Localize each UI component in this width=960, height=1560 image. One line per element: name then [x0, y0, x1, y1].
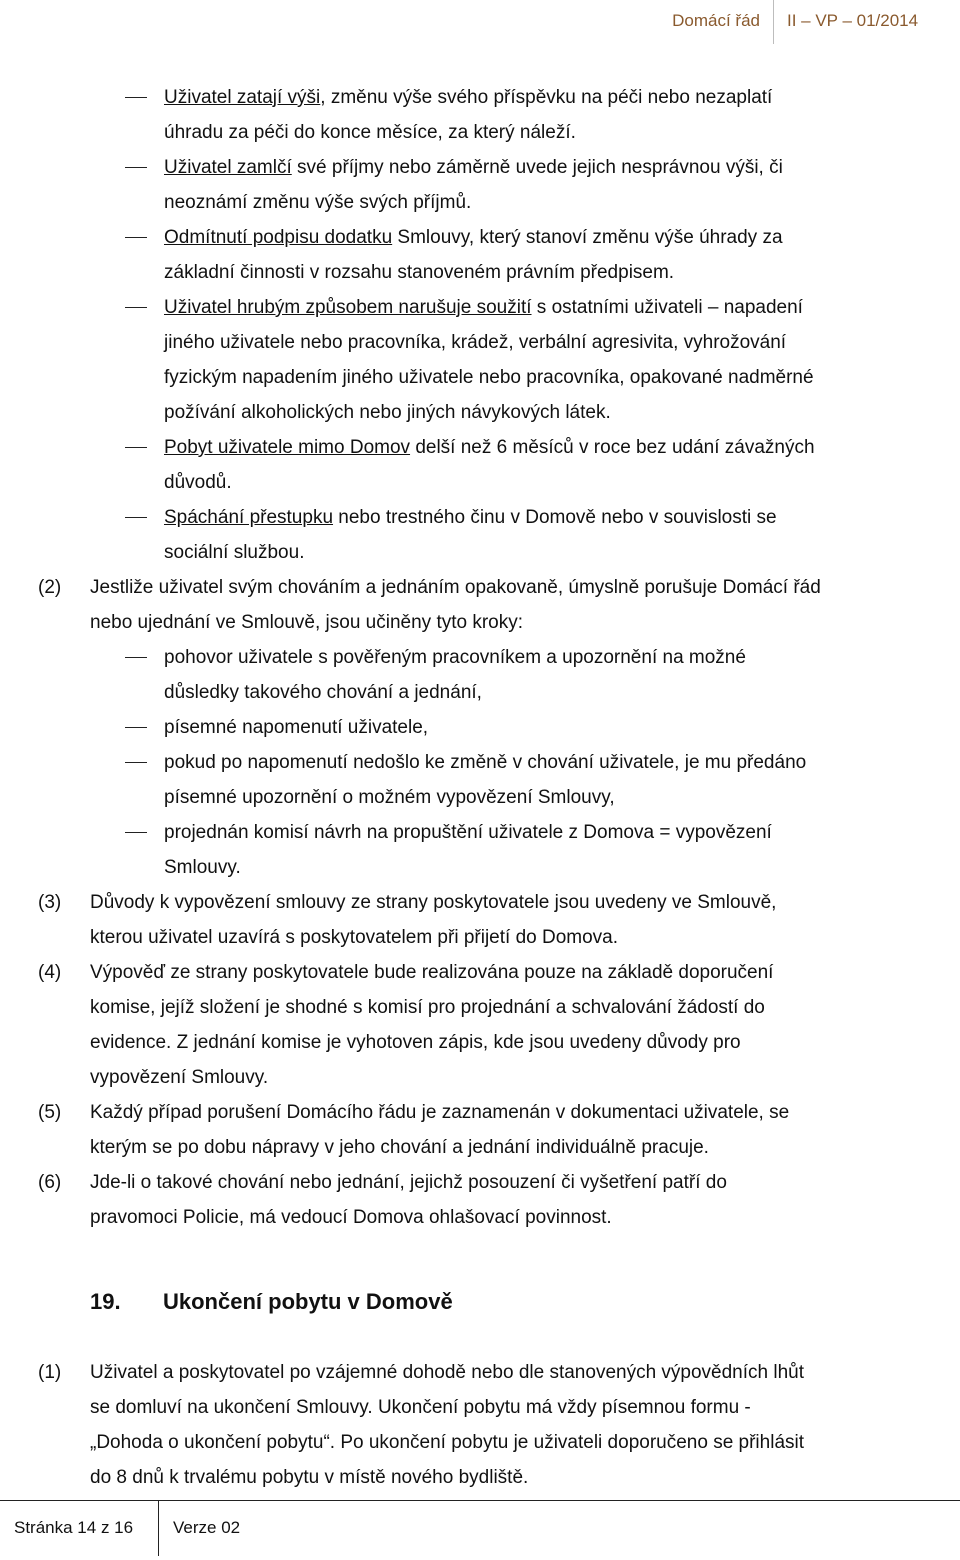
text-line: Pobyt uživatele mimo Domov delší než 6 měsíců v roce bez udání závažných — [164, 437, 815, 458]
text-line: Smlouvy. — [164, 857, 241, 878]
dash-bullet-icon — [125, 237, 147, 238]
list-item — [0, 710, 960, 745]
document-body — [0, 80, 960, 1495]
header-separator — [773, 0, 774, 44]
paragraph-number: (2) — [38, 577, 62, 598]
section-title: Ukončení pobytu v Domově — [163, 1289, 453, 1314]
page-footer — [0, 1500, 960, 1560]
dash-bullet-icon — [125, 832, 147, 833]
text-line: sociální službou. — [164, 542, 305, 563]
page-number: Stránka 14 z 16 — [14, 1518, 134, 1537]
text-line: písemné upozornění o možném vypovězení Smlouvy, — [164, 787, 615, 808]
list-item — [0, 500, 960, 570]
text-line: fyzickým napadením jiného uživatele nebo pracovníka, opakované nadměrné — [164, 367, 814, 388]
numbered-paragraph — [0, 570, 960, 640]
underlined-term: Odmítnutí podpisu dodatku — [164, 227, 393, 248]
text-line: úhradu za péči do konce měsíce, za který náleží. — [164, 122, 576, 143]
text-line: Uživatel hrubým způsobem narušuje soužití s ostatními uživateli – napadení — [164, 297, 803, 318]
text-line: projednán komisí návrh na propuštění uživatele z Domova = vypovězení — [164, 822, 772, 843]
underlined-term: Uživatel hrubým způsobem narušuje soužití — [164, 297, 532, 318]
dash-bullet-icon — [125, 167, 147, 168]
footer-rule — [0, 1500, 960, 1501]
list-item — [0, 80, 960, 150]
text-line: do 8 dnů k trvalému pobytu v místě nového bydliště. — [90, 1467, 529, 1488]
text-line: základní činnosti v rozsahu stanoveném právním předpisem. — [164, 262, 675, 283]
numbered-paragraph — [0, 955, 960, 1095]
numbered-paragraph — [0, 885, 960, 955]
text-line: Jestliže uživatel svým chováním a jednáním opakovaně, úmyslně porušuje Domácí řád — [90, 577, 821, 598]
text-line: Každý případ porušení Domácího řádu je zaznamenán v dokumentaci uživatele, se — [90, 1102, 790, 1123]
text-line: pohovor uživatele s pověřeným pracovníkem a upozornění na možné — [164, 647, 746, 668]
text-line: jiného uživatele nebo pracovníka, krádež, verbální agresivita, vyhrožování — [164, 332, 787, 353]
text-line: důsledky takového chování a jednání, — [164, 682, 482, 703]
text-line: vypovězení Smlouvy. — [90, 1067, 269, 1088]
list-item — [0, 290, 960, 430]
text-line: komise, jejíž složení je shodné s komisí pro projednání a schvalování žádostí do — [90, 997, 765, 1018]
text-line: pravomoci Policie, má vedoucí Domova ohlašovací povinnost. — [90, 1207, 612, 1228]
dash-bullet-icon — [125, 447, 147, 448]
dash-bullet-icon — [125, 517, 147, 518]
footer-separator — [158, 1500, 159, 1556]
paragraph-number: (1) — [38, 1362, 62, 1383]
numbered-paragraph — [0, 1095, 960, 1165]
list-item — [0, 745, 960, 815]
document-version: Verze 02 — [173, 1518, 241, 1537]
text-line: Výpověď ze strany poskytovatele bude realizována pouze na základě doporučení — [90, 962, 774, 983]
paragraph-number: (6) — [38, 1172, 62, 1193]
list-item — [0, 220, 960, 290]
dash-bullet-icon — [125, 97, 147, 98]
text-line: Uživatel a poskytovatel po vzájemné dohodě nebo dle stanovených výpovědních lhůt — [90, 1362, 805, 1383]
numbered-paragraph — [0, 1165, 960, 1235]
page-header — [0, 0, 960, 45]
text-line: kterým se po dobu nápravy v jeho chování a jednání individuálně pracuje. — [90, 1137, 709, 1158]
underlined-term: Spáchání přestupku — [164, 507, 334, 528]
text-line: písemné napomenutí uživatele, — [164, 717, 429, 738]
underlined-term: Uživatel zatají výši — [164, 87, 321, 108]
section-number: 19. — [90, 1289, 121, 1314]
text-line: se domluví na ukončení Smlouvy. Ukončení pobytu má vždy písemnou formu - — [90, 1397, 751, 1418]
dash-bullet-icon — [125, 727, 147, 728]
dash-bullet-icon — [125, 762, 147, 763]
section-heading — [0, 1277, 960, 1335]
paragraph-number: (4) — [38, 962, 62, 983]
text-line: kterou uživatel uzavírá s poskytovatelem při přijetí do Domova. — [90, 927, 619, 948]
numbered-paragraph — [0, 1355, 960, 1495]
text-line: „Dohoda o ukončení pobytu“. Po ukončení pobytu je uživateli doporučeno se přihlásit — [90, 1432, 805, 1453]
dash-bullet-icon — [125, 657, 147, 658]
text-line: Odmítnutí podpisu dodatku Smlouvy, který stanoví změnu výše úhrady za — [164, 227, 783, 248]
text-line: neoznámí změnu výše svých příjmů. — [164, 192, 472, 213]
list-item — [0, 640, 960, 710]
text-line: Uživatel zatají výši, změnu výše svého příspěvku na péči nebo nezaplatí — [164, 87, 773, 108]
list-item — [0, 150, 960, 220]
paragraph-number: (5) — [38, 1102, 62, 1123]
text-line: důvodů. — [164, 472, 232, 493]
underlined-term: Pobyt uživatele mimo Domov — [164, 437, 411, 458]
text-line: evidence. Z jednání komise je vyhotoven zápis, kde jsou uvedeny důvody pro — [90, 1032, 741, 1053]
list-item — [0, 815, 960, 885]
paragraph-number: (3) — [38, 892, 62, 913]
dash-bullet-icon — [125, 307, 147, 308]
text-line: Spáchání přestupku nebo trestného činu v Domově nebo v souvislosti se — [164, 507, 777, 528]
header-title: Domácí řád — [672, 11, 760, 30]
text-line: Důvody k vypovězení smlouvy ze strany poskytovatele jsou uvedeny ve Smlouvě, — [90, 892, 777, 913]
text-line: nebo ujednání ve Smlouvě, jsou učiněny tyto kroky: — [90, 612, 524, 633]
text-line: Uživatel zamlčí své příjmy nebo záměrně uvede jejich nesprávnou výši, či — [164, 157, 783, 178]
list-item — [0, 430, 960, 500]
header-document-code: II – VP – 01/2014 — [787, 11, 919, 30]
underlined-term: Uživatel zamlčí — [164, 157, 292, 178]
text-line: požívání alkoholických nebo jiných návykových látek. — [164, 402, 611, 423]
text-line: Jde-li o takové chování nebo jednání, jejichž posouzení či vyšetření patří do — [90, 1172, 727, 1193]
text-line: pokud po napomenutí nedošlo ke změně v chování uživatele, je mu předáno — [164, 752, 807, 773]
